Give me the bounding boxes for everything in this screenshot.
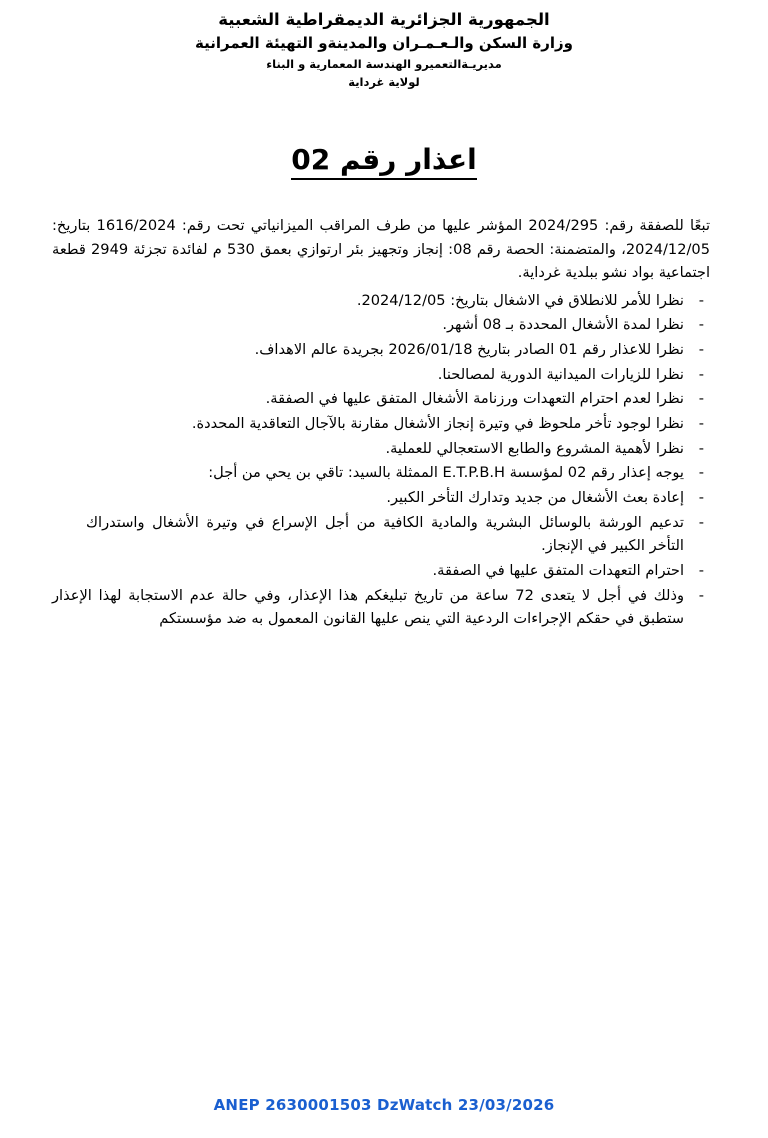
page-title: اعذار رقم 02 [291,142,477,180]
clause-item-deadline: - وذلك في أجل لا يتعدى 72 ساعة من تاريخ تبليغكم هذا الإعذار، وفي حالة عدم الاستجابة لهذا الإعذار ستطبق في حقكم الإجراءات الردعية التي ينص عليها القانون المعمول به ضد مؤسستكم [52,584,710,631]
header-ministry-line: وزارة السكن والـعـمـران والمدينةو التهيئة العمرانية [195,33,573,52]
clause-item: - نظرا للاعذار رقم 01 الصادر بتاريخ 2026/01/18 بجريدة عالم الاهداف. [52,338,710,362]
clause-item: - نظرا لعدم احترام التعهدات ورزنامة الأشغال المتفق عليها في الصفقة. [52,387,710,411]
document-header [0,0,768,90]
clause-item: - نظرا لوجود تأخر ملحوظ في وتيرة إنجاز الأشغال مقارنة بالآجال التعاقدية المحددة. [52,412,710,436]
clause-item: - تدعيم الورشة بالوسائل البشرية والمادية الكافية من أجل الإسراع في وتيرة الأشغال واستدراك التأخر الكبير في الإنجاز. [52,511,710,558]
clause-list [52,289,710,631]
intro-paragraph: تبعًا للصفقة رقم: 2024/295 المؤشر عليها من طرف المراقب الميزانياتي تحت رقم: 1616/2024 بتاريخ: 2024/12/05، والمتضمنة: الحصة رقم 08: إنجاز وتجهيز بئر ارتوازي بعمق 530 م لفائدة تجزئة 2949 قطعة اجتماعية بواد نشو ببلدية غرداية. [52,216,711,282]
clause-item: - نظرا لأهمية المشروع والطابع الاستعجالي للعملية. [52,437,710,461]
clause-item: - نظرا للزيارات الميدانية الدورية لمصالحنا. [52,363,710,387]
anep-reference: ANEP 2630001503 DzWatch 23/03/2026 [213,1096,555,1114]
header-wilaya-line: لولاية غرداية [348,74,420,89]
clause-item: - نظرا لمدة الأشغال المحددة بـ 08 أشهر. [52,313,710,337]
clause-item: - نظرا للأمر للانطلاق في الاشغال بتاريخ: 2024/12/05. [52,289,710,313]
header-directorate-line: مديريـةالتعميرو الهندسة المعمارية و البناء [266,56,502,71]
clause-item-notice: - يوجه إعذار رقم 02 لمؤسسة E.T.P.B.H الممثلة بالسيد: تاقي بن يحي من أجل: [52,461,710,485]
clause-item: - احترام التعهدات المتفق عليها في الصفقة. [52,559,710,583]
document-body [0,214,768,632]
header-republic-line: الجمهورية الجزائرية الديمقراطية الشعبية [218,10,550,29]
document-footer [0,1095,768,1114]
clause-item: - إعادة بعث الأشغال من جديد وتدارك التأخر الكبير. [52,486,710,510]
page-title-container [0,142,768,180]
